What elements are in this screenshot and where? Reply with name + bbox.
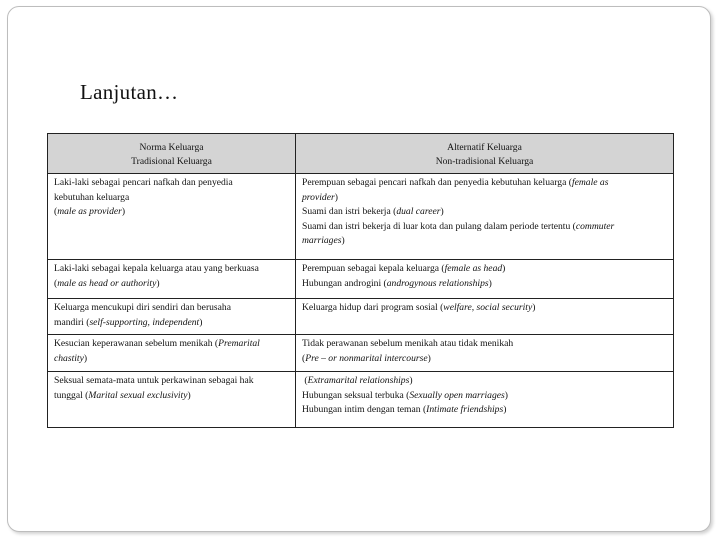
header-line: Alternatif Keluarga <box>447 141 522 153</box>
cell-alternative <box>296 174 674 260</box>
cell-text: marriages) <box>302 235 345 247</box>
cell-text: Suami dan istri bekerja (dual career) <box>302 206 444 218</box>
cell-alternative <box>296 372 674 428</box>
header-line: Norma Keluarga <box>139 141 204 153</box>
cell-alternative <box>296 260 674 299</box>
cell-text: Perempuan sebagai pencari nafkah dan penyedia kebutuhan keluarga (female as <box>302 177 609 188</box>
cell-text: Hubungan androgini (androgynous relationships) <box>302 277 492 289</box>
cell-text: Hubungan seksual terbuka (Sexually open marriages) <box>302 389 508 401</box>
header-line: Tradisional Keluarga <box>131 155 212 167</box>
family-norms-table <box>47 133 674 428</box>
cell-traditional <box>48 174 296 260</box>
cell-text: (Extramarital relationships) <box>302 375 413 386</box>
cell-text: Laki-laki sebagai kepala keluarga atau yang berkuasa <box>54 263 259 274</box>
cell-text: Seksual semata-mata untuk perkawinan sebagai hak <box>54 375 254 386</box>
cell-text: (male as head or authority) <box>54 277 160 289</box>
table-row <box>48 260 674 299</box>
table-row <box>48 174 674 260</box>
cell-text: (male as provider) <box>54 206 126 218</box>
cell-text: Perempuan sebagai kepala keluarga (female as head) <box>302 263 506 274</box>
cell-text: provider) <box>302 191 338 203</box>
table-row <box>48 299 674 335</box>
cell-text: (Pre – or nonmarital intercourse) <box>302 352 431 364</box>
cell-text: mandiri (self-supporting, independent) <box>54 316 203 328</box>
cell-text: chastity) <box>54 352 88 364</box>
cell-text: Laki-laki sebagai pencari nafkah dan penyedia <box>54 177 233 188</box>
slide-title: Lanjutan… <box>80 80 179 104</box>
cell-text: Keluarga mencukupi diri sendiri dan berusaha <box>54 302 231 313</box>
cell-traditional <box>48 260 296 299</box>
cell-text: Keluarga hidup dari program sosial (welfare, social security) <box>302 302 536 313</box>
table-row <box>48 372 674 428</box>
cell-text: Hubungan intim dengan teman (Intimate friendships) <box>302 404 507 416</box>
cell-traditional <box>48 372 296 428</box>
cell-alternative <box>296 299 674 335</box>
cell-text: Kesucian keperawanan sebelum menikah (Premarital <box>54 338 260 349</box>
cell-text: Tidak perawanan sebelum menikah atau tidak menikah <box>302 338 514 349</box>
cell-text: tunggal (Marital sexual exclusivity) <box>54 389 191 401</box>
cell-alternative <box>296 335 674 372</box>
header-line: Non-tradisional Keluarga <box>435 155 534 167</box>
cell-traditional <box>48 335 296 372</box>
cell-text: Suami dan istri bekerja di luar kota dan pulang dalam periode tertentu (commuter <box>302 220 615 232</box>
cell-text: kebutuhan keluarga <box>54 191 130 203</box>
table-row <box>48 335 674 372</box>
cell-traditional <box>48 299 296 335</box>
header-traditional <box>48 134 296 174</box>
table-header-row <box>48 134 674 174</box>
header-alternative <box>296 134 674 174</box>
